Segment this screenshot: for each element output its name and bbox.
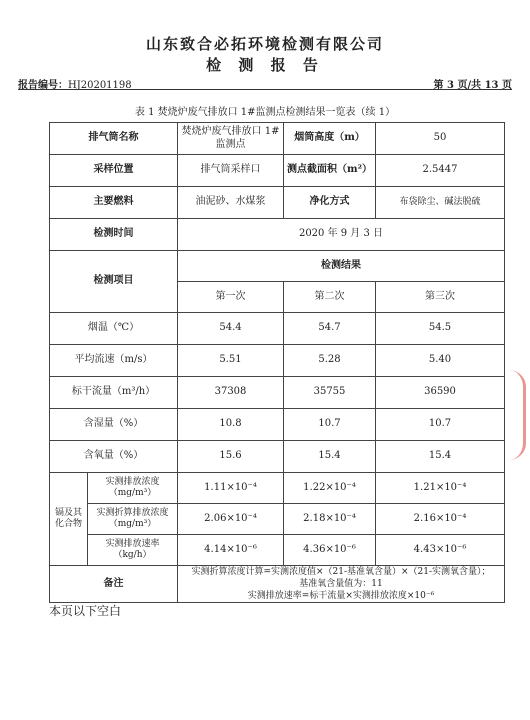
row-label: 含湿量（%） <box>50 409 178 441</box>
purify-label: 净化方式 <box>284 187 376 219</box>
value-cell: 54.4 <box>178 313 284 345</box>
note-line-3: 实测排放速率=标干流量×实测排放浓度×10⁻⁶ <box>247 591 435 602</box>
table-row <box>50 123 505 155</box>
table-row <box>50 187 505 219</box>
row-label: 烟温（℃） <box>50 313 178 345</box>
group-label: 镉及其化合物 <box>50 473 88 566</box>
value-cell: 10.7 <box>376 409 505 441</box>
note-line-1: 实测折算浓度计算=实测浓度值×（21-基准氧含量）×（21-实测氧含量）； <box>191 567 491 577</box>
row-label: 标干流量（m³/h） <box>50 377 178 409</box>
value-cell: 54.5 <box>376 313 505 345</box>
row-label: 平均流速（m/s） <box>50 345 178 377</box>
table-row <box>50 155 505 187</box>
value-cell: 5.28 <box>284 345 376 377</box>
value-cell: 1.21×10⁻⁴ <box>376 473 505 504</box>
run-3-header: 第三次 <box>376 282 505 313</box>
value-cell: 2.18×10⁻⁴ <box>284 504 376 535</box>
value-cell: 4.36×10⁻⁶ <box>284 535 376 566</box>
table-row <box>50 251 505 282</box>
section-area: 2.5447 <box>376 155 505 187</box>
table-row <box>50 504 505 535</box>
run-1-header: 第一次 <box>178 282 284 313</box>
note-line-2: 基准氧含量值为：11 <box>299 579 383 590</box>
outlet-name: 焚烧炉废气排放口 1#监测点 <box>178 123 284 155</box>
report-number: HJ20201198 <box>68 80 132 91</box>
value-cell: 15.4 <box>376 441 505 473</box>
value-cell: 5.40 <box>376 345 505 377</box>
table-caption: 表 1 焚烧炉废气排放口 1#监测点检测结果一览表（续 1） <box>134 107 396 118</box>
area-label: 测点截面积（m²） <box>284 155 376 187</box>
value-cell: 5.51 <box>178 345 284 377</box>
fuel: 油泥砂、水煤浆 <box>178 187 284 219</box>
value-cell: 2.06×10⁻⁴ <box>178 504 284 535</box>
report-number-label: 报告编号： <box>18 80 68 91</box>
table-row <box>50 345 505 377</box>
value-cell: 15.6 <box>178 441 284 473</box>
value-cell: 36590 <box>376 377 505 409</box>
table-row <box>50 473 505 504</box>
table-row <box>50 535 505 566</box>
row-label: 含氧量（%） <box>50 441 178 473</box>
table-row <box>50 313 505 345</box>
value-cell: 1.22×10⁻⁴ <box>284 473 376 504</box>
value-cell: 15.4 <box>284 441 376 473</box>
row-label: 实测折算排放浓度（mg/m³） <box>88 504 178 535</box>
stack-height: 50 <box>376 123 505 155</box>
table-row <box>50 441 505 473</box>
purify-method: 布袋除尘、碱法脱硫 <box>376 187 505 219</box>
value-cell: 10.7 <box>284 409 376 441</box>
table-row <box>50 377 505 409</box>
outlet-name-label: 排气筒名称 <box>50 123 178 155</box>
seal-stamp-mark <box>509 370 526 460</box>
company-name: 山东致合必拓环境检测有限公司 <box>145 35 384 53</box>
document-title: 检 测 报 告 <box>206 56 324 74</box>
value-cell: 35755 <box>284 377 376 409</box>
value-cell: 4.14×10⁻⁶ <box>178 535 284 566</box>
run-2-header: 第二次 <box>284 282 376 313</box>
date-label: 检测时间 <box>50 219 178 251</box>
sampling-label: 采样位置 <box>50 155 178 187</box>
row-label: 实测排放速率（kg/h） <box>88 535 178 566</box>
stack-height-label: 烟筒高度（m） <box>284 123 376 155</box>
row-label: 实测排放浓度（mg/m³） <box>88 473 178 504</box>
value-cell: 37308 <box>178 377 284 409</box>
value-cell: 4.43×10⁻⁶ <box>376 535 505 566</box>
table-row <box>50 566 505 603</box>
test-date: 2020 年 9 月 3 日 <box>178 219 505 251</box>
table-row <box>50 409 505 441</box>
header-divider <box>18 89 512 90</box>
item-label: 检测项目 <box>50 251 178 313</box>
notes-text <box>178 566 505 603</box>
value-cell: 2.16×10⁻⁴ <box>376 504 505 535</box>
sampling-position: 排气筒采样口 <box>178 155 284 187</box>
value-cell: 10.8 <box>178 409 284 441</box>
page-info: 第 3 页/共 13 页 <box>433 80 512 91</box>
value-cell: 54.7 <box>284 313 376 345</box>
results-table <box>49 122 505 603</box>
notes-label: 备注 <box>50 566 178 603</box>
table-row <box>50 219 505 251</box>
value-cell: 1.11×10⁻⁴ <box>178 473 284 504</box>
blank-below-note: 本页以下空白 <box>49 604 122 618</box>
result-label: 检测结果 <box>178 251 505 282</box>
fuel-label: 主要燃料 <box>50 187 178 219</box>
